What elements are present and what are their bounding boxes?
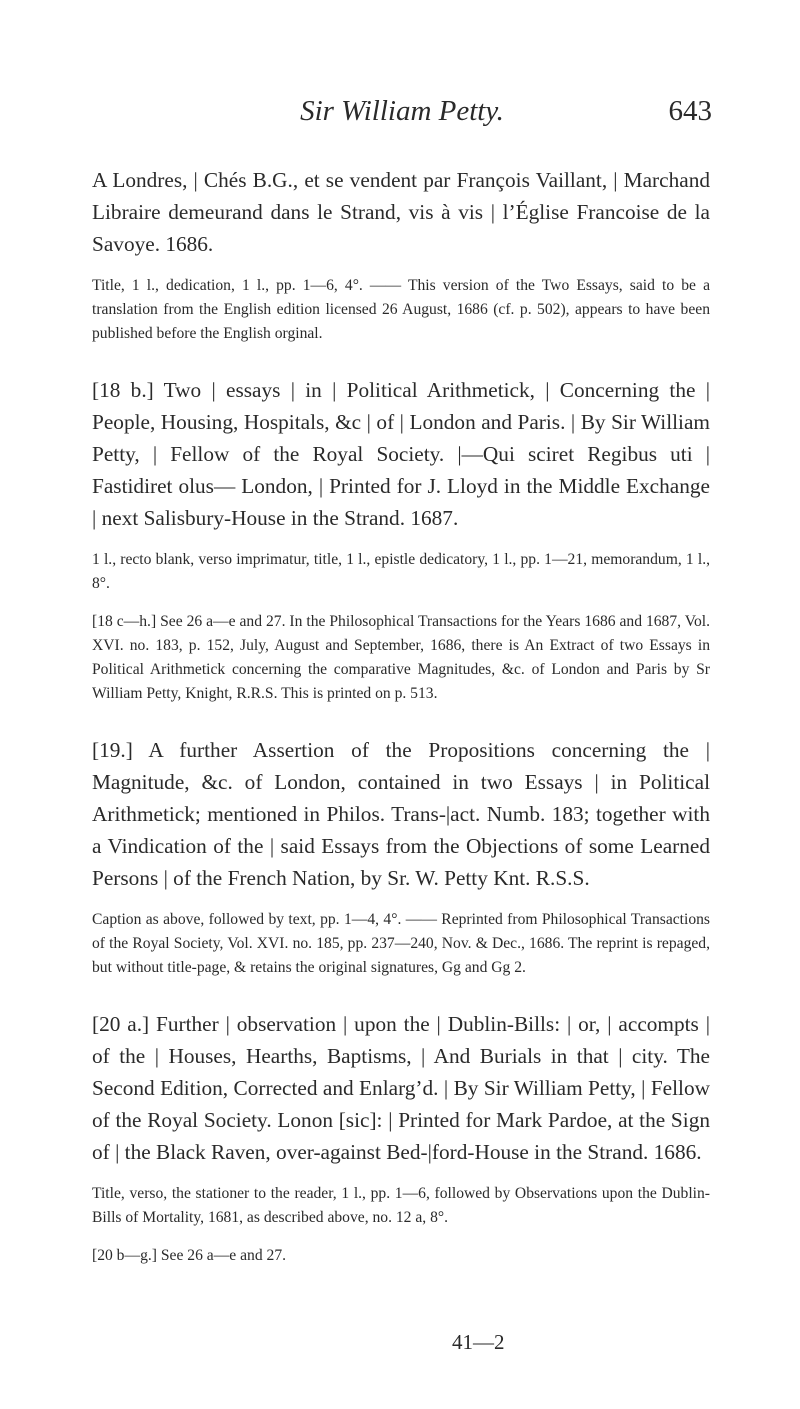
entry-18c-note: [18 c—h.] See 26 a—e and 27. In the Philosophical Transactions for the Years 1686 and 1687, Vol. XVI. no. 183, p. 152, July, August and September, 1686, there is An Extract of two Essays in Political Arithmetick concerning the comparative Magnitudes, &c. of London and Paris by Sr William Petty, Knight, R.R.S. This is printed on p. 513. <box>92 613 710 702</box>
running-title: Sir William Petty. <box>300 95 504 127</box>
page-body <box>92 164 710 1268</box>
signature-mark: 41—2 <box>452 1330 505 1354</box>
entry-18b-note: 1 l., recto blank, verso imprimatur, title, 1 l., epistle dedicatory, 1 l., pp. 1—21, memorandum, 1 l., 8°. <box>92 551 710 592</box>
entry-20a-note: Title, verso, the stationer to the reader, 1 l., pp. 1—6, followed by Observations upon the Dublin-Bills of Mortality, 1681, as described above, no. 12 a, 8°. <box>92 1185 710 1226</box>
page-number: 643 <box>668 95 712 127</box>
entry-18a-note: Title, 1 l., dedication, 1 l., pp. 1—6, 4°. —— This version of the Two Essays, said to be a translation from the English edition licensed 26 August, 1686 (cf. p. 502), appears to have been published before the English orginal. <box>92 277 710 342</box>
page-header <box>92 95 712 135</box>
entry-19-note: Caption as above, followed by text, pp. 1—4, 4°. —— Reprinted from Philosophical Transactions of the Royal Society, Vol. XVI. no. 185, pp. 237—240, Nov. & Dec., 1686. The reprint is repaged, but without title-page, & retains the original signatures, Gg and Gg 2. <box>92 911 710 976</box>
entry-18a-text: A Londres, | Chés B.G., et se vendent par François Vaillant, | Marchand Libraire demeurand dans le Strand, vis à vis | l’Église Francoise de la Savoye. 1686. <box>92 168 710 256</box>
entry-20a-text: [20 a.] Further | observation | upon the | Dublin-Bills: | or, | accompts | of the | Houses, Hearths, Baptisms, | And Burials in that | city. The Second Edition, Corrected and Enlarg’d. | By Sir William Petty, | Fellow of the Royal Society. Lonon [sic]: | Printed for Mark Pardoe, at the Sign of | the Black Raven, over-against Bed-|ford-House in the Strand. 1686. <box>92 1012 710 1164</box>
entry-18b-text: [18 b.] Two | essays | in | Political Arithmetick, | Concerning the | People, Housing, Hospitals, &c | of | London and Paris. | By Sir William Petty, | Fellow of the Royal Society. |—Qui sciret Regibus uti | Fastidiret olus— London, | Printed for J. Lloyd in the Middle Exchange | next Salisbury-House in the Strand. 1687. <box>92 378 710 530</box>
entry-19-text: [19.] A further Assertion of the Propositions concerning the | Magnitude, &c. of London, contained in two Essays | in Political Arithmetick; mentioned in Philos. Trans-|act. Numb. 183; together with a Vindication of the | said Essays from the Objections of some Learned Persons | of the French Nation, by Sr. W. Petty Knt. R.S.S. <box>92 738 710 890</box>
entry-20b-note: [20 b—g.] See 26 a—e and 27. <box>92 1247 287 1264</box>
